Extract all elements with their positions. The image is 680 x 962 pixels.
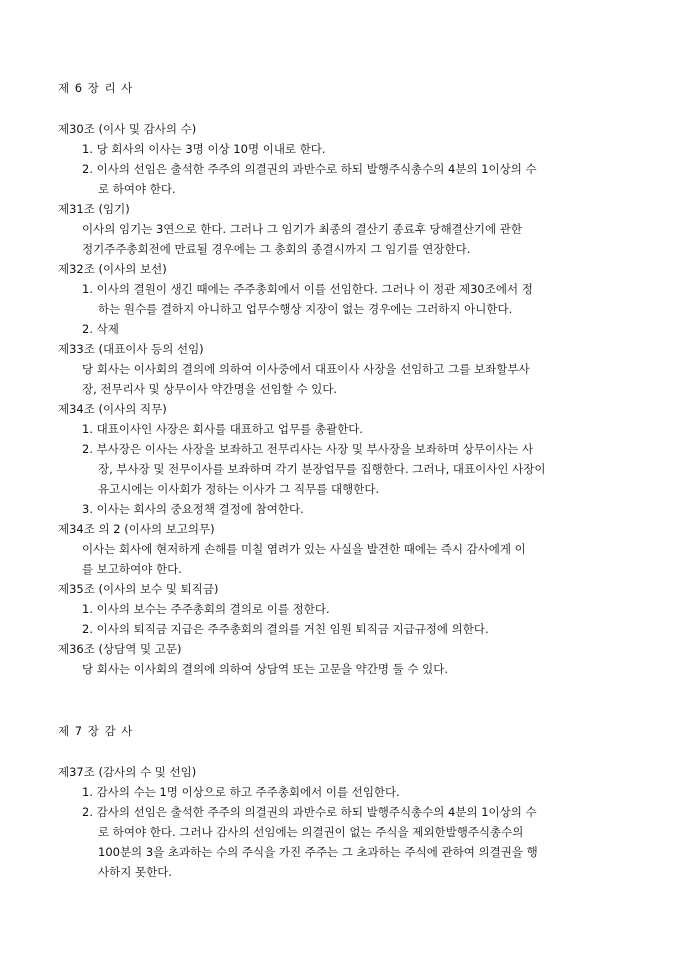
- article-32-item-1-cont: 하는 원수를 결하지 아니하고 업무수행상 지장이 없는 경우에는 그러하지 아니한다.: [98, 302, 513, 316]
- article-33-heading: 제33조 (대표이사 등의 선임): [58, 342, 204, 356]
- article-34-item-2-cont-1: 장, 부사장 및 전무이사를 보좌하며 각기 분장업무를 집행한다. 그러나, 대표이사인 사장이: [98, 462, 546, 476]
- article-36-text: 당 회사는 이사회의 결의에 의하여 상담역 또는 고문을 약간명 둘 수 있다.: [82, 662, 449, 676]
- article-32-heading: 제32조 (이사의 보선): [58, 262, 167, 276]
- article-37-item-2-cont-2: 100분의 3을 초과하는 수의 주식을 가진 주주는 그 초과하는 주식에 관하여 의결권을 행: [98, 845, 538, 859]
- article-37-item-2-cont-1: 로 하여야 한다. 그러나 감사의 선임에는 의결권이 없는 주식을 제외한발행주식총수의: [98, 825, 524, 839]
- article-31-heading: 제31조 (임기): [58, 202, 130, 216]
- article-32-item-2: 2. 삭제: [82, 322, 119, 336]
- article-34-item-2-cont-2: 유고시에는 이사회가 정하는 이사가 그 직무를 대행한다.: [98, 482, 380, 496]
- article-34-2-heading: 제34조 의 2 (이사의 보고의무): [58, 522, 215, 536]
- article-34-item-3: 3. 이사는 회사의 중요정책 결정에 참여한다.: [82, 502, 304, 516]
- article-35-item-2: 2. 이사의 퇴직금 지급은 주주총회의 결의를 거친 임원 퇴직금 지급규정에 의한다.: [82, 622, 489, 636]
- article-32-item-1: 1. 이사의 결원이 생긴 때에는 주주총회에서 이를 선임한다. 그러나 이 정관 제30조에서 정: [82, 282, 533, 296]
- chapter-6-title: 제 6 장 리 사: [58, 81, 134, 95]
- article-37-item-1: 1. 감사의 수는 1명 이상으로 하고 주주총회에서 이를 선임한다.: [82, 785, 400, 799]
- article-30-item-2: 2. 이사의 선임은 출석한 주주의 의결권의 과반수로 하되 발행주식총수의 4분의 1이상의 수: [82, 162, 537, 176]
- article-33-text: 당 회사는 이사회의 결의에 의하여 이사중에서 대표이사 사장을 선임하고 그를 보좌할부사: [82, 362, 530, 376]
- article-35-heading: 제35조 (이사의 보수 및 퇴직금): [58, 582, 219, 596]
- article-37-item-2: 2. 감사의 선임은 출석한 주주의 의결권의 과반수로 하되 발행주식총수의 4분의 1이상의 수: [82, 805, 537, 819]
- article-30-item-2-cont: 로 하여야 한다.: [98, 182, 176, 196]
- article-34-heading: 제34조 (이사의 직무): [58, 402, 167, 416]
- article-31-text: 이사의 임기는 3연으로 한다. 그러나 그 임기가 최종의 결산기 종료후 당해결산기에 관한: [82, 222, 522, 236]
- article-35-item-1: 1. 이사의 보수는 주주총회의 결의로 이를 정한다.: [82, 602, 330, 616]
- chapter-7-title: 제 7 장 감 사: [58, 724, 134, 738]
- article-34-2-text-cont: 를 보고하여야 한다.: [82, 562, 182, 576]
- article-34-item-1: 1. 대표이사인 사장은 회사를 대표하고 업무를 총괄한다.: [82, 422, 363, 436]
- article-36-heading: 제36조 (상담역 및 고문): [58, 642, 182, 656]
- article-30-item-1: 1. 당 회사의 이사는 3명 이상 10명 이내로 한다.: [82, 142, 326, 156]
- article-34-2-text: 이사는 회사에 현저하게 손해를 미칠 염려가 있는 사실을 발견한 때에는 즉시 감사에게 이: [82, 542, 526, 556]
- article-31-text-cont: 정기주주총회전에 만료될 경우에는 그 총회의 종결시까지 그 임기를 연장한다.: [82, 242, 471, 256]
- article-30-heading: 제30조 (이사 및 감사의 수): [58, 122, 197, 136]
- article-37-item-2-cont-3: 사하지 못한다.: [98, 865, 172, 879]
- article-37-heading: 제37조 (감사의 수 및 선임): [58, 765, 197, 779]
- article-33-text-cont: 장, 전무리사 및 상무이사 약간명을 선임할 수 있다.: [82, 382, 338, 396]
- article-34-item-2: 2. 부사장은 이사는 사장을 보좌하고 전무리사는 사장 및 부사장을 보좌하며 상무이사는 사: [82, 442, 534, 456]
